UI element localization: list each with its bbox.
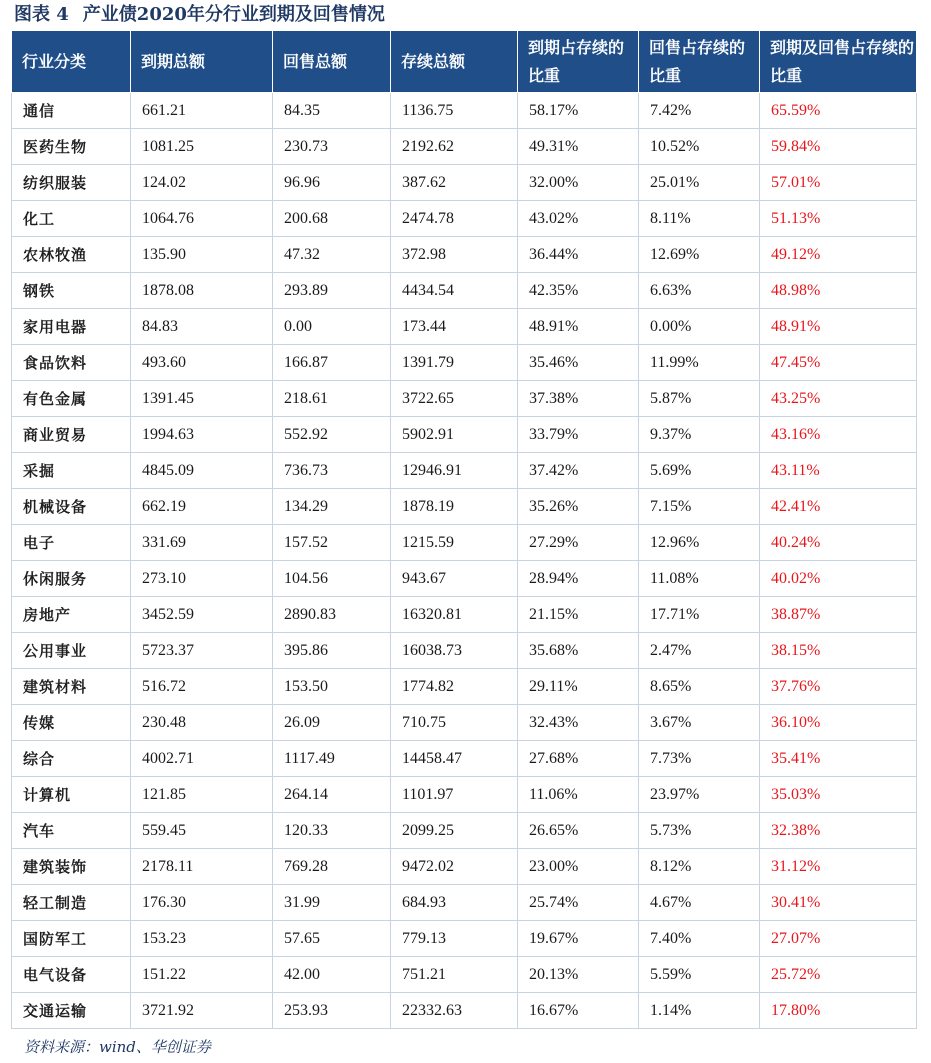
value-cell: 40.02%	[760, 561, 917, 597]
value-cell: 35.03%	[760, 777, 917, 813]
value-cell: 30.41%	[760, 885, 917, 921]
value-cell: 176.30	[131, 885, 273, 921]
value-cell: 1081.25	[131, 129, 273, 165]
table-row	[12, 453, 917, 489]
value-cell: 559.45	[131, 813, 273, 849]
table-row	[12, 705, 917, 741]
value-cell: 23.97%	[639, 777, 760, 813]
value-cell: 8.11%	[639, 201, 760, 237]
value-cell: 3452.59	[131, 597, 273, 633]
value-cell: 25.01%	[639, 165, 760, 201]
value-cell: 7.42%	[639, 93, 760, 129]
value-cell: 12.96%	[639, 525, 760, 561]
value-cell: 42.41%	[760, 489, 917, 525]
value-cell: 157.52	[273, 525, 391, 561]
table-row	[12, 201, 917, 237]
value-cell: 57.65	[273, 921, 391, 957]
value-cell: 2178.11	[131, 849, 273, 885]
value-cell: 1136.75	[391, 93, 518, 129]
value-cell: 19.67%	[518, 921, 639, 957]
value-cell: 31.99	[273, 885, 391, 921]
table-row	[12, 237, 917, 273]
value-cell: 21.15%	[518, 597, 639, 633]
industry-cell: 农林牧渔	[12, 237, 131, 273]
value-cell: 1774.82	[391, 669, 518, 705]
table-row	[12, 813, 917, 849]
industry-cell: 汽车	[12, 813, 131, 849]
value-cell: 166.87	[273, 345, 391, 381]
value-cell: 3.67%	[639, 705, 760, 741]
value-cell: 253.93	[273, 993, 391, 1029]
value-cell: 22332.63	[391, 993, 518, 1029]
value-cell: 38.87%	[760, 597, 917, 633]
value-cell: 769.28	[273, 849, 391, 885]
column-header: 到期总额	[131, 31, 273, 93]
table-row	[12, 957, 917, 993]
industry-cell: 公用事业	[12, 633, 131, 669]
value-cell: 5723.37	[131, 633, 273, 669]
industry-cell: 电气设备	[12, 957, 131, 993]
table-header-row	[12, 31, 917, 93]
value-cell: 120.33	[273, 813, 391, 849]
industry-cell: 建筑装饰	[12, 849, 131, 885]
figure-title: 产业债2020年分行业到期及回售情况	[82, 4, 385, 25]
value-cell: 35.41%	[760, 741, 917, 777]
value-cell: 230.73	[273, 129, 391, 165]
value-cell: 10.52%	[639, 129, 760, 165]
value-cell: 5.69%	[639, 453, 760, 489]
value-cell: 48.91%	[518, 309, 639, 345]
value-cell: 124.02	[131, 165, 273, 201]
value-cell: 493.60	[131, 345, 273, 381]
value-cell: 1117.49	[273, 741, 391, 777]
value-cell: 2474.78	[391, 201, 518, 237]
value-cell: 273.10	[131, 561, 273, 597]
table-row	[12, 165, 917, 201]
table-body	[12, 93, 917, 1029]
value-cell: 3721.92	[131, 993, 273, 1029]
table-row	[12, 597, 917, 633]
value-cell: 12946.91	[391, 453, 518, 489]
value-cell: 16038.73	[391, 633, 518, 669]
value-cell: 48.91%	[760, 309, 917, 345]
value-cell: 684.93	[391, 885, 518, 921]
column-header: 存续总额	[391, 31, 518, 93]
value-cell: 9.37%	[639, 417, 760, 453]
value-cell: 32.00%	[518, 165, 639, 201]
value-cell: 23.00%	[518, 849, 639, 885]
value-cell: 59.84%	[760, 129, 917, 165]
table-row	[12, 741, 917, 777]
value-cell: 31.12%	[760, 849, 917, 885]
value-cell: 151.22	[131, 957, 273, 993]
value-cell: 49.31%	[518, 129, 639, 165]
value-cell: 5.87%	[639, 381, 760, 417]
value-cell: 121.85	[131, 777, 273, 813]
value-cell: 331.69	[131, 525, 273, 561]
value-cell: 25.74%	[518, 885, 639, 921]
value-cell: 200.68	[273, 201, 391, 237]
value-cell: 153.23	[131, 921, 273, 957]
value-cell: 49.12%	[760, 237, 917, 273]
value-cell: 2099.25	[391, 813, 518, 849]
industry-cell: 采掘	[12, 453, 131, 489]
value-cell: 48.98%	[760, 273, 917, 309]
value-cell: 779.13	[391, 921, 518, 957]
industry-cell: 商业贸易	[12, 417, 131, 453]
value-cell: 14458.47	[391, 741, 518, 777]
value-cell: 7.40%	[639, 921, 760, 957]
value-cell: 37.76%	[760, 669, 917, 705]
value-cell: 1391.45	[131, 381, 273, 417]
value-cell: 387.62	[391, 165, 518, 201]
table-row	[12, 309, 917, 345]
value-cell: 552.92	[273, 417, 391, 453]
value-cell: 47.32	[273, 237, 391, 273]
value-cell: 8.65%	[639, 669, 760, 705]
table-row	[12, 525, 917, 561]
value-cell: 38.15%	[760, 633, 917, 669]
value-cell: 661.21	[131, 93, 273, 129]
value-cell: 4002.71	[131, 741, 273, 777]
table-row	[12, 849, 917, 885]
value-cell: 32.38%	[760, 813, 917, 849]
value-cell: 40.24%	[760, 525, 917, 561]
value-cell: 33.79%	[518, 417, 639, 453]
value-cell: 173.44	[391, 309, 518, 345]
value-cell: 135.90	[131, 237, 273, 273]
value-cell: 42.00	[273, 957, 391, 993]
value-cell: 35.68%	[518, 633, 639, 669]
industry-bond-table	[11, 30, 917, 1029]
source-note: 资料来源：wind、华创证券	[24, 1038, 211, 1056]
table-row	[12, 561, 917, 597]
table-row	[12, 921, 917, 957]
table-row	[12, 417, 917, 453]
value-cell: 20.13%	[518, 957, 639, 993]
value-cell: 96.96	[273, 165, 391, 201]
industry-cell: 通信	[12, 93, 131, 129]
industry-cell: 房地产	[12, 597, 131, 633]
value-cell: 218.61	[273, 381, 391, 417]
value-cell: 1878.19	[391, 489, 518, 525]
value-cell: 372.98	[391, 237, 518, 273]
value-cell: 26.65%	[518, 813, 639, 849]
value-cell: 134.29	[273, 489, 391, 525]
value-cell: 7.15%	[639, 489, 760, 525]
industry-cell: 家用电器	[12, 309, 131, 345]
industry-cell: 医药生物	[12, 129, 131, 165]
figure-title-bar	[14, 2, 385, 28]
table-row	[12, 381, 917, 417]
value-cell: 36.44%	[518, 237, 639, 273]
industry-cell: 计算机	[12, 777, 131, 813]
value-cell: 12.69%	[639, 237, 760, 273]
value-cell: 943.67	[391, 561, 518, 597]
value-cell: 35.26%	[518, 489, 639, 525]
value-cell: 0.00%	[639, 309, 760, 345]
industry-cell: 传媒	[12, 705, 131, 741]
industry-cell: 国防军工	[12, 921, 131, 957]
industry-cell: 纺织服装	[12, 165, 131, 201]
value-cell: 1064.76	[131, 201, 273, 237]
value-cell: 17.80%	[760, 993, 917, 1029]
value-cell: 43.16%	[760, 417, 917, 453]
value-cell: 11.08%	[639, 561, 760, 597]
value-cell: 42.35%	[518, 273, 639, 309]
industry-cell: 休闲服务	[12, 561, 131, 597]
value-cell: 51.13%	[760, 201, 917, 237]
value-cell: 662.19	[131, 489, 273, 525]
value-cell: 27.68%	[518, 741, 639, 777]
value-cell: 28.94%	[518, 561, 639, 597]
value-cell: 37.42%	[518, 453, 639, 489]
value-cell: 5.59%	[639, 957, 760, 993]
value-cell: 751.21	[391, 957, 518, 993]
table-row	[12, 993, 917, 1029]
value-cell: 58.17%	[518, 93, 639, 129]
value-cell: 43.11%	[760, 453, 917, 489]
value-cell: 2192.62	[391, 129, 518, 165]
value-cell: 5.73%	[639, 813, 760, 849]
value-cell: 5902.91	[391, 417, 518, 453]
value-cell: 710.75	[391, 705, 518, 741]
value-cell: 4845.09	[131, 453, 273, 489]
value-cell: 230.48	[131, 705, 273, 741]
value-cell: 26.09	[273, 705, 391, 741]
column-header: 到期及回售占存续的比重	[760, 31, 917, 93]
value-cell: 16320.81	[391, 597, 518, 633]
value-cell: 153.50	[273, 669, 391, 705]
value-cell: 3722.65	[391, 381, 518, 417]
value-cell: 47.45%	[760, 345, 917, 381]
value-cell: 11.06%	[518, 777, 639, 813]
value-cell: 9472.02	[391, 849, 518, 885]
table-row	[12, 777, 917, 813]
column-header: 回售占存续的比重	[639, 31, 760, 93]
value-cell: 43.02%	[518, 201, 639, 237]
table-row	[12, 669, 917, 705]
value-cell: 1878.08	[131, 273, 273, 309]
value-cell: 1101.97	[391, 777, 518, 813]
industry-cell: 食品饮料	[12, 345, 131, 381]
value-cell: 32.43%	[518, 705, 639, 741]
industry-cell: 机械设备	[12, 489, 131, 525]
value-cell: 4434.54	[391, 273, 518, 309]
column-header: 行业分类	[12, 31, 131, 93]
value-cell: 35.46%	[518, 345, 639, 381]
value-cell: 57.01%	[760, 165, 917, 201]
value-cell: 65.59%	[760, 93, 917, 129]
industry-cell: 轻工制造	[12, 885, 131, 921]
value-cell: 8.12%	[639, 849, 760, 885]
value-cell: 4.67%	[639, 885, 760, 921]
table-row	[12, 885, 917, 921]
table-row	[12, 489, 917, 525]
value-cell: 43.25%	[760, 381, 917, 417]
value-cell: 29.11%	[518, 669, 639, 705]
value-cell: 84.35	[273, 93, 391, 129]
value-cell: 25.72%	[760, 957, 917, 993]
table-row	[12, 273, 917, 309]
value-cell: 1215.59	[391, 525, 518, 561]
figure-label: 图表 4	[14, 4, 69, 25]
value-cell: 293.89	[273, 273, 391, 309]
industry-cell: 电子	[12, 525, 131, 561]
table-row	[12, 129, 917, 165]
value-cell: 2890.83	[273, 597, 391, 633]
table-row	[12, 93, 917, 129]
column-header: 回售总额	[273, 31, 391, 93]
value-cell: 36.10%	[760, 705, 917, 741]
industry-cell: 有色金属	[12, 381, 131, 417]
value-cell: 2.47%	[639, 633, 760, 669]
table-row	[12, 633, 917, 669]
value-cell: 27.07%	[760, 921, 917, 957]
value-cell: 1994.63	[131, 417, 273, 453]
value-cell: 17.71%	[639, 597, 760, 633]
value-cell: 7.73%	[639, 741, 760, 777]
value-cell: 6.63%	[639, 273, 760, 309]
industry-cell: 综合	[12, 741, 131, 777]
value-cell: 104.56	[273, 561, 391, 597]
value-cell: 27.29%	[518, 525, 639, 561]
industry-cell: 钢铁	[12, 273, 131, 309]
column-header: 到期占存续的比重	[518, 31, 639, 93]
value-cell: 395.86	[273, 633, 391, 669]
value-cell: 1391.79	[391, 345, 518, 381]
value-cell: 736.73	[273, 453, 391, 489]
value-cell: 0.00	[273, 309, 391, 345]
industry-cell: 建筑材料	[12, 669, 131, 705]
value-cell: 516.72	[131, 669, 273, 705]
value-cell: 16.67%	[518, 993, 639, 1029]
value-cell: 264.14	[273, 777, 391, 813]
table-row	[12, 345, 917, 381]
industry-cell: 化工	[12, 201, 131, 237]
industry-cell: 交通运输	[12, 993, 131, 1029]
value-cell: 84.83	[131, 309, 273, 345]
value-cell: 1.14%	[639, 993, 760, 1029]
value-cell: 37.38%	[518, 381, 639, 417]
value-cell: 11.99%	[639, 345, 760, 381]
